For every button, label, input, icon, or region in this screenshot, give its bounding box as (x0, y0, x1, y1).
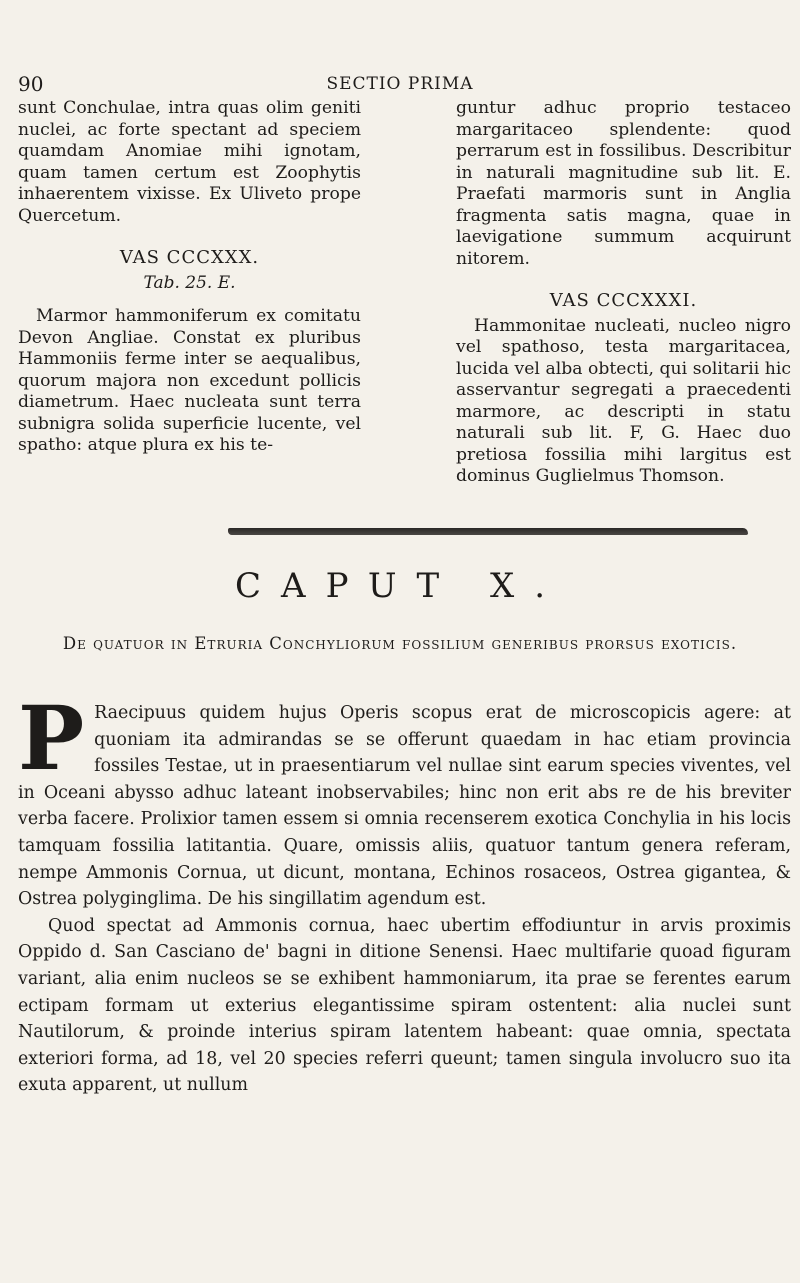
body-paragraph-1: Raecipuus quidem hujus Operis scopus erat de microscopicis agere: at quoniam ita admirandas se se offerunt quaedam in hac etiam provincia fossiles Testae, ut in praesentiarum vel nullae sint earum species viventes, vel in Oceani abysso adhuc lateant inobservabiles; hinc non erit abs re de his breviter verba facere. Prolixior tamen essem si omnia recenserem exotica Conchylia in his locis tamquam fossilia latitantia. Quare, omissis aliis, quatuor tantum genera referam, nempe Ammonis Cornua, ut dicunt, montana, Echinos rosaceos, Ostrea gigantea, & Ostrea polyginglima. De his singillatim agendum est. (18, 703, 791, 910)
body-paragraph-2: Quod spectat ad Ammonis cornua, haec ubertim effodiuntur in arvis proximis Oppido d. San Casciano de' bagni in ditione Senensi. Haec multifarie quoad figuram variant, alia enim nucleos se se exhibent hammoniarum, ita prae se ferentes earum ectipam formam ut exterius elegantissime spiram ostentent: alia nuclei sunt Nautilorum, & proinde interius spiram latentem habeant: quae omnia, spectata exteriori forma, ad 18, vel 20 species referri queunt; tamen singula involucro suo ita exuta apparent, ut nullum (18, 915, 791, 1096)
left-paragraph-1: sunt Conchulae, intra quas olim geniti nuclei, ac forte spectant ad speciem quamdam Anomiae mihi ignotam, quam tamen certum est Zoophytis inhaerentem vixisse. Ex Uliveto prope Quercetum. (18, 98, 361, 226)
right-column (456, 98, 791, 488)
vas-heading-330: VAS CCCXXX. (119, 247, 260, 268)
left-column (18, 98, 361, 457)
vas-heading-331: VAS CCCXXXI. (549, 290, 698, 311)
plate-reference: Tab. 25. E. (143, 272, 236, 293)
chapter-title: CAPUT X. (235, 566, 565, 606)
right-paragraph-2: Hammonitae nucleati, nucleo nigro vel spathoso, testa margaritacea, lucida vel alba obtecti, qui solitarii hic asservantur segregati a praecedenti marmore, ac descripti in statu naturali sub lit. F, G. Haec duo pretiosa fossilia mihi largitus est dominus Guglielmus Thomson. (456, 315, 791, 486)
right-paragraph-1: guntur adhuc proprio testaceo margaritaceo splendente: quod perrarum est in fossilibus. Describitur in naturali magnitudine sub lit. E. Praefati marmoris sunt in Anglia fragmenta satis magna, quae in laevigatione summum acquirunt nitorem. (456, 98, 791, 269)
chapter-subtitle: De quatuor in Etruria Conchyliorum fossilium generibus prorsus exoticis. (62, 634, 738, 653)
running-head: SECTIO PRIMA (326, 74, 474, 94)
left-paragraph-2: Marmor hammoniferum ex comitatu Devon Angliae. Constat ex pluribus Hammoniis ferme inter se aequalibus, quorum majora non excedunt pollicis diametrum. Haec nucleata sunt terra subnigra solida superficie lucente, vel spatho: atque plura ex his te- (18, 306, 361, 455)
page-number: 90 (18, 72, 44, 96)
chapter-body (18, 686, 791, 1099)
drop-capital: P (18, 686, 85, 790)
decorative-rule (228, 528, 748, 535)
